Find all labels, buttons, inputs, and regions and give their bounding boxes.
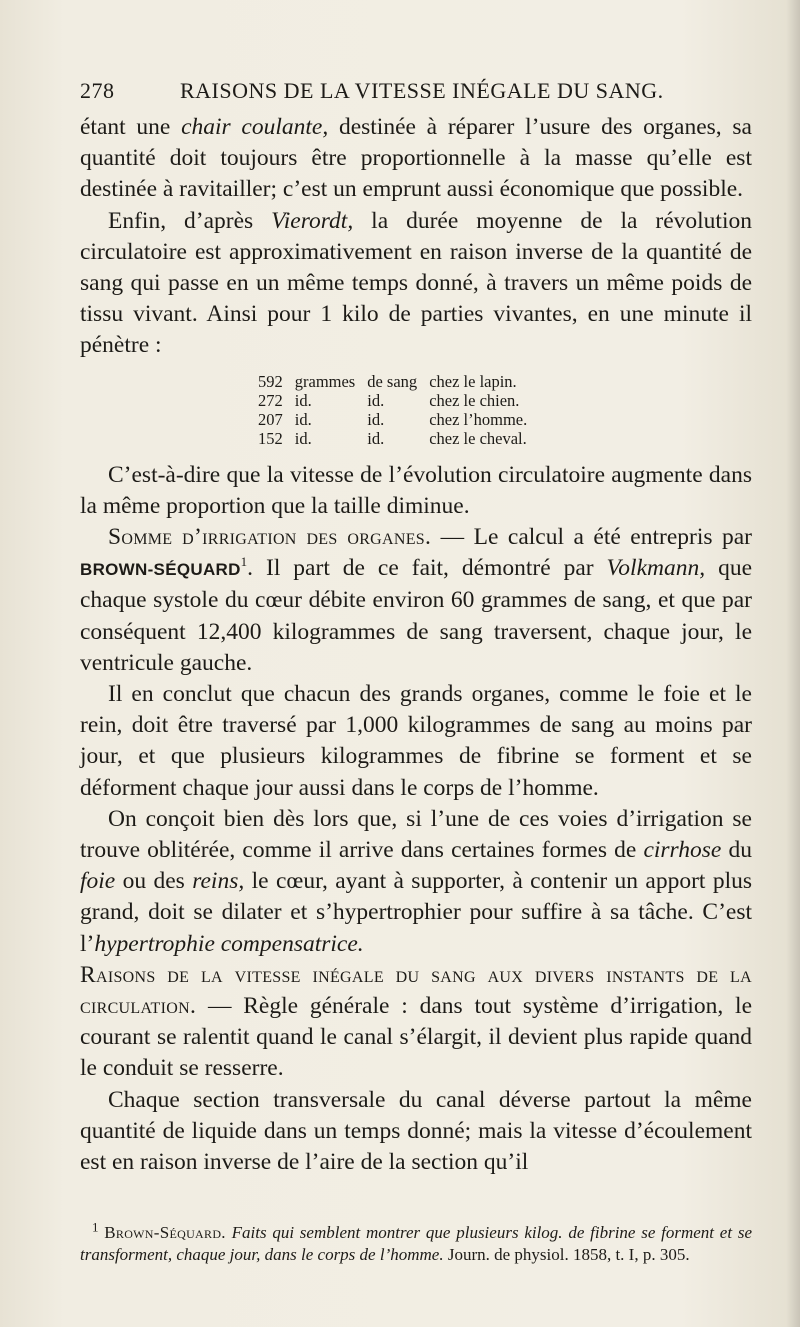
text-run: du [721,837,753,864]
paragraph-3: C’est-à-dire que la vitesse de l’évolution circulatoire augmente dans la même proportion que la taille diminue. [80,461,752,519]
author-name: BROWN-SÉQUARD [80,560,241,580]
table-cell: 592 [258,371,283,391]
text-run: destinée à réparer l’usure des organes, sa quantité doit toujours être proportionnelle à la masse qu’elle est destinée à ravitailler; c’est un emprunt aussi économique que possible. [80,114,752,203]
table-cell: de sang [367,371,418,391]
table-row [258,391,539,410]
table-cell: id. [367,409,385,429]
paragraph-4 [80,522,752,679]
text-run: d’écoulement est en raison inverse de l’aire de la section qu’il [80,1117,752,1176]
page-number: 278 [80,78,115,103]
text-run: — Règle générale : dans tout système d’irrigation, le courant se ralentit quand le canal s’élargit, il devient plus rapide quand le conduit se resserre. [80,993,752,1082]
blood-flow-table [258,372,539,448]
text-run: . Il part de ce fait, démontré par [247,555,607,582]
table-cell: 272 [258,390,283,410]
table-row [258,429,539,448]
footnote-author: Brown-Séquard. [104,1223,226,1242]
table-row [258,372,539,391]
italic-term: hypertrophie compensatrice. [94,930,364,957]
table-cell: 152 [258,428,283,448]
paragraph-7 [80,960,752,1085]
table-cell: id. [294,409,312,429]
italic-term: reins, [192,868,245,895]
text-run: — Le calcul a été entrepris par [431,524,752,551]
paragraph-8 [80,1085,752,1179]
table-cell: id. [367,390,385,410]
text-run: mais la vitesse [478,1117,618,1144]
table-cell: id. [294,428,312,448]
text-run: étant une [80,114,182,140]
footnote [80,1219,752,1266]
page-edge-shadow [786,0,800,1327]
table-cell: id. [294,390,312,410]
italic-name: Volkmann, [606,555,706,582]
text-run: ou des [115,868,193,895]
table-cell: 207 [258,409,283,429]
text-run: le cœur, ayant à supporter, à contenir un apport plus grand, doit se dilater et s’hypertrophier pour suffire à sa tâche. C’est l’ [80,868,753,957]
paragraph-2 [80,206,752,362]
running-title: RAISONS DE LA VITESSE INÉGALE DU SANG. [180,78,664,103]
italic-term: chair coulante, [181,114,329,140]
table-cell: id. [367,428,385,448]
text-run: On conçoit bien dès lors que, si l’une de ces voies d’irrigation se trouve oblitérée, comme il arrive dans certaines formes de [80,805,752,864]
table-cell: chez le chien. [429,390,520,410]
italic-name: Vierordt, [271,207,354,234]
section-heading: Somme d’irrigation des organes. [108,524,432,551]
italic-term: cirrhose [643,837,722,864]
footnote-marker: 1 [240,554,248,570]
table-row [258,410,539,429]
paragraph-5: Il en conclut que chacun des grands organes, comme le foie et le rein, doit être traversé par 1,000 kilogrammes de sang au moins par jour, et que plusieurs kilogrammes de fibrine se forment et se déforment chaque jour aussi dans le corps de l’homme. [80,681,752,801]
footnote-title: Faits qui semblent montrer que plusieurs kilog. de fibrine se forment et se transforment, chaque jour, dans le corps de l’homme. [80,1223,752,1264]
text-run: Enfin, d’après [108,207,272,234]
text-run: la durée moyenne de la révolution circulatoire est approximativement en raison inverse de la quantité de sang qui passe en un même temps donné, à travers un même poids de tissu vivant. Ainsi pour 1 kilo de parties vivantes, en une minute il pénètre : [80,207,752,359]
running-head [80,78,760,108]
text-run: Chaque section transversale du canal déverse partout la même quantité de liquide dans un temps donné; [80,1086,752,1144]
text-run: que chaque systole du cœur débite environ 60 grammes de sang, et que par conséquent 12,400 kilogrammes de sang traversent, chaque jour, le ventricule gauche. [80,555,752,676]
section-heading: Raisons de la vitesse inégale du sang aux divers instants de la circulation. [80,961,752,1020]
table-cell: chez le cheval. [429,428,527,448]
table-cell: grammes [294,371,356,391]
italic-term: foie [80,868,116,895]
table-cell: chez l’homme. [429,409,528,429]
footnote-reference: Journ. de physiol. 1858, t. I, p. 305. [443,1245,690,1264]
footnotes [80,1219,752,1266]
table-cell: chez le lapin. [429,371,517,391]
paragraph-1 [80,112,752,206]
paragraph-6 [80,804,752,960]
footnote-number: 1 [92,1219,99,1235]
main-text [80,112,752,1178]
